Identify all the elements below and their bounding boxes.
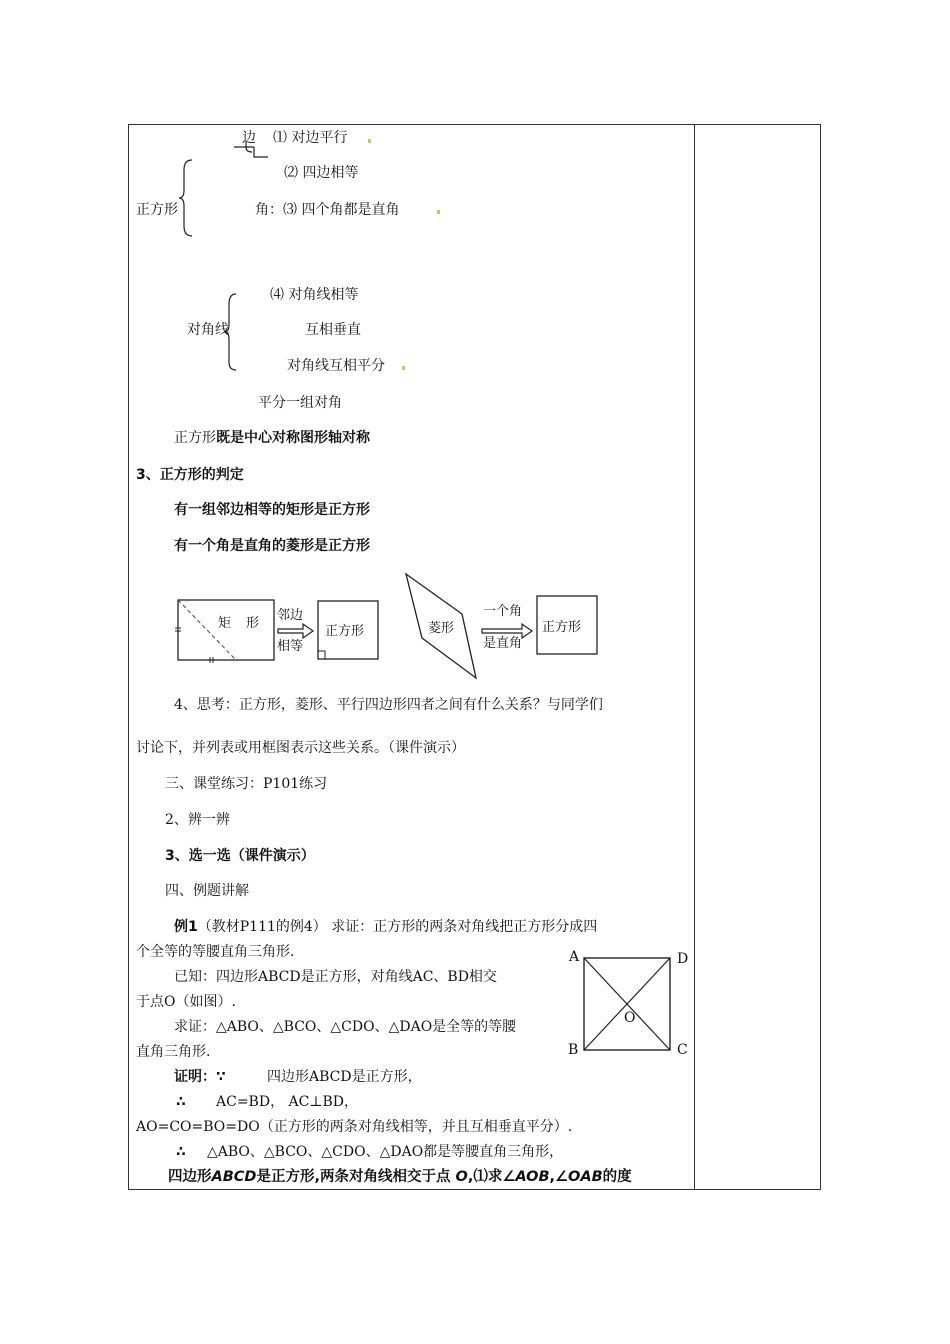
square-2-label: 正方形 (542, 620, 582, 635)
edge-brace (232, 140, 272, 160)
rule-1: 有一组邻边相等的矩形是正方形 (174, 502, 370, 518)
given-line-2: 于点O（如图）. (136, 994, 236, 1010)
mark-dot (368, 139, 371, 143)
therefore-symbol-1: ∴ (176, 1094, 186, 1110)
vertex-d: D (677, 951, 689, 967)
vertex-a: A (569, 949, 580, 965)
think-line-1: 4、思考：正方形，菱形、平行四边形四者之间有什么关系？与同学们 (174, 697, 603, 713)
example-line-2: 个全等的等腰直角三角形. (136, 944, 295, 960)
think-line-2: 讨论下，并列表或用框图表示这些关系。（课件演示） (136, 740, 465, 756)
rect-label-b: 形 (246, 616, 260, 631)
practice-title: 三、课堂练习：P101练习 (165, 776, 328, 792)
example-line-1: 例1（教材P111的例4） 求证：正方形的两条对角线把正方形分成四 (174, 919, 598, 935)
square-abcd-figure (582, 956, 672, 1052)
property-1: ⑴ 对边平行 (273, 130, 348, 146)
therefore-symbol-2: ∴ (176, 1144, 186, 1160)
property-4: ⑷ 对角线相等 (270, 287, 359, 303)
property-3: 角：⑶ 四个角都是直角 (255, 202, 400, 218)
arrow-2-bottom: 是直角 (483, 636, 523, 651)
arrow-2-top: 一个角 (483, 604, 523, 619)
proof-line-2: AC=BD， AC⊥BD， (216, 1094, 359, 1110)
center-o: O (624, 1010, 636, 1026)
rect-label-a: 矩 (218, 616, 232, 631)
rule-2: 有一个角是直角的菱形是正方形 (174, 538, 370, 554)
practice-item-2: 2、辨一辨 (165, 812, 230, 828)
vertex-c: C (677, 1042, 688, 1058)
vertex-b: B (568, 1042, 579, 1058)
proof-line-1: 四边形ABCD是正方形， (267, 1069, 422, 1085)
section-3-title: 3、正方形的判定 (136, 467, 244, 483)
edge-label: 边 (242, 130, 256, 146)
property-perpendicular: 互相垂直 (305, 322, 361, 338)
arrow-1 (278, 624, 313, 638)
property-bisect: 对角线互相平分 (287, 358, 385, 374)
mark-dot (402, 366, 405, 370)
mark-dot (437, 210, 440, 214)
table-column-divider (694, 124, 695, 1190)
proof-line-3: AO=CO=BO=DO（正方形的两条对角线相等，并且互相垂直平分）. (136, 1119, 573, 1135)
diagonal-label: 对角线 (187, 322, 229, 338)
square-label: 正方形 (136, 202, 178, 218)
square-1-label: 正方形 (325, 624, 365, 639)
arrow-1-top: 邻边 (277, 608, 304, 623)
rhombus-label: 菱形 (428, 621, 455, 636)
example-section-title: 四、例题讲解 (165, 883, 249, 899)
problem-line: 四边形ABCD是正方形,两条对角线相交于点 O,⑴求∠AOB,∠OAB的度 (168, 1169, 632, 1185)
symmetry-line: 正方形既是中心对称图形轴对称 (174, 430, 370, 446)
proof-line-4: △ABO、△BCO、△CDO、△DAO都是等腰直角三角形， (207, 1144, 564, 1160)
practice-item-3: 3、选一选（课件演示） (165, 848, 315, 864)
arrow-1-bottom: 相等 (277, 639, 304, 654)
square-brace (178, 158, 194, 238)
property-2: ⑵ 四边相等 (284, 165, 359, 181)
property-bisect-angle: 平分一组对角 (258, 395, 342, 411)
prove-line-2: 直角三角形. (136, 1044, 211, 1060)
given-line-1: 已知：四边形ABCD是正方形，对角线AC、BD相交 (174, 969, 497, 985)
prove-line-1: 求证：△ABO、△BCO、△CDO、△DAO是全等的等腰 (174, 1019, 517, 1035)
proof-label: 证明：∵ (174, 1069, 226, 1085)
